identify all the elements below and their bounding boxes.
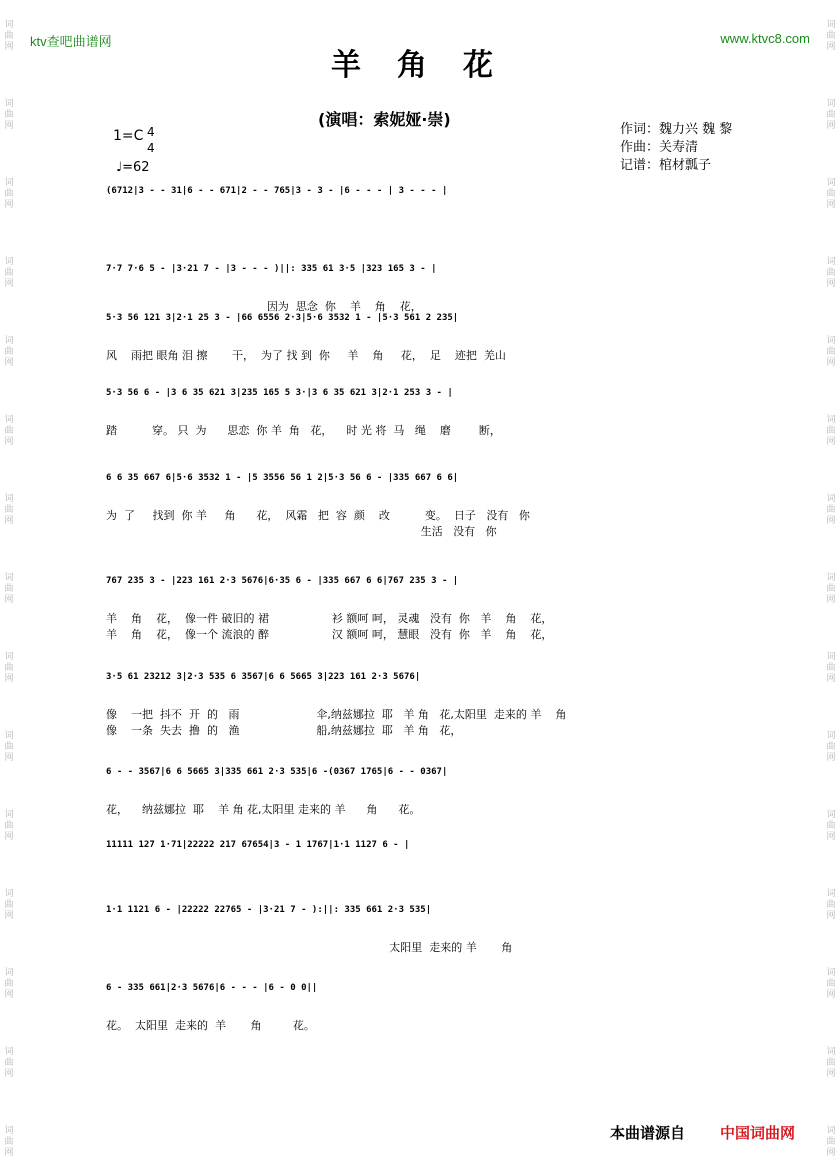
score-line xyxy=(106,767,754,816)
lyric-line: 花， 纳兹娜拉 耶 羊 角 花,太阳里 走来的 羊 角 花。 xyxy=(106,803,421,816)
score-line xyxy=(106,388,754,437)
lyric-line: 像 一把 抖不 开 的 雨 伞,纳兹娜拉 耶 羊 角 花,太阳里 走来的 羊 角 xyxy=(106,708,567,721)
footer-source-label: 本曲谱源自 xyxy=(610,1124,686,1142)
watermark-left: 词曲网 词曲网 词曲网 词曲网 词曲网 词曲网 词曲网 词曲网 词曲网 词曲网 词曲网 词曲网 词曲网 词曲网 词曲网 xyxy=(4,20,14,1158)
score-line xyxy=(106,840,754,850)
composer-credit: 作曲：关寿清 xyxy=(620,140,699,155)
lyric-line: 为 了 找到 你 羊 角 花， 风霜 把 容 颜 改 变。 日子 没有 你 xyxy=(106,509,530,522)
score-line xyxy=(106,186,754,196)
lyric-line: 因为 思念 你 羊 角 花， xyxy=(106,300,422,313)
score-line xyxy=(106,313,754,362)
notation-line: 11111 127 1·71|22222 217 67654|3 - 1 1767|1·1 1127 6 - | xyxy=(106,840,410,850)
lyric-line-2: 生活 没有 你 xyxy=(106,525,497,538)
key-signature xyxy=(113,125,155,155)
lyric-line-2: 像 一条 失去 撸 的 渔 船,纳兹娜拉 耶 羊 角 花， xyxy=(106,724,462,737)
score-line xyxy=(106,576,754,641)
notation-line: 6 - 335 661|2·3 5676|6 - - - |6 - 0 0|| xyxy=(106,983,318,993)
notation-line: 7·7 7·6 5 - |3·21 7 - |3 - - - )||: 335 61 3·5 |323 165 3 - | xyxy=(106,264,437,274)
notation-line: 6 6 35 667 6|5·6 3532 1 - |5 3556 56 1 2|5·3 56 6 - |335 667 6 6| xyxy=(106,473,459,483)
footer-source-site[interactable]: 中国词曲网 xyxy=(720,1124,796,1142)
singer-credit: (演唱：索妮娅·崇) xyxy=(318,110,451,129)
key-label: 1=C xyxy=(113,128,144,144)
lyric-line: 太阳里 走来的 羊 角 xyxy=(106,941,513,954)
score-line xyxy=(106,983,754,1032)
notation-line: 5·3 56 6 - |3 6 35 621 3|235 165 5 3·|3 6 35 621 3|2·1 253 3 - | xyxy=(106,388,453,398)
transcriber-credit: 记谱：棺材瓢子 xyxy=(620,158,712,173)
notation-line: (6712|3 - - 31|6 - - 671|2 - - 765|3 - 3 - |6 - - - | 3 - - - | xyxy=(106,186,448,196)
lyric-line-2: 羊 角 花， 像一个 流浪的 醉 汉 额呵 呵， 慧眼 没有 你 羊 角 花， xyxy=(106,628,553,641)
lyric-line: 踏 穿。 只 为 思恋 你 羊 角 花， 时 光 将 马 绳 磨 断， xyxy=(106,424,501,437)
tempo-marking: ♩=62 xyxy=(116,160,150,175)
notation-line: 767 235 3 - |223 161 2·3 5676|6·35 6 - |335 667 6 6|767 235 3 - | xyxy=(106,576,459,586)
notation-line: 1·1 1121 6 - |22222 22765 - |3·21 7 - ):||: 335 661 2·3 535| xyxy=(106,905,432,915)
score-line xyxy=(106,473,754,538)
notation-line: 6 - - 3567|6 6 5665 3|335 661 2·3 535|6 -(0367 1765|6 - - 0367| xyxy=(106,767,448,777)
watermark-right: 词曲网 词曲网 词曲网 词曲网 词曲网 词曲网 词曲网 词曲网 词曲网 词曲网 词曲网 词曲网 词曲网 词曲网 词曲网 xyxy=(826,20,836,1158)
lyric-line: 花。 太阳里 走来的 羊 角 花。 xyxy=(106,1019,315,1032)
score-line xyxy=(106,264,754,313)
notation-line: 3·5 61 23212 3|2·3 535 6 3567|6 6 5665 3|223 161 2·3 5676| xyxy=(106,672,421,682)
site-name-left: ktv查吧曲谱网 xyxy=(30,34,112,49)
score-line xyxy=(106,672,754,737)
lyricist-credit: 作词：魏力兴 魏 黎 xyxy=(620,122,733,137)
song-title: 羊角花 xyxy=(331,48,529,83)
site-url-right: www.ktvc8.com xyxy=(720,31,810,46)
lyric-line: 羊 角 花， 像一件 破旧的 裙 衫 额呵 呵， 灵魂 没有 你 羊 角 花， xyxy=(106,612,553,625)
time-signature: 4 4 xyxy=(147,125,155,155)
lyric-line: 风 雨把 眼角 泪 擦 干， 为了 找 到 你 羊 角 花， 足 迹把 羌山 xyxy=(106,349,506,362)
notation-line: 5·3 56 121 3|2·1 25 3 - |66 6556 2·3|5·6 3532 1 - |5·3 561 2 235| xyxy=(106,313,459,323)
score-line xyxy=(106,905,754,954)
